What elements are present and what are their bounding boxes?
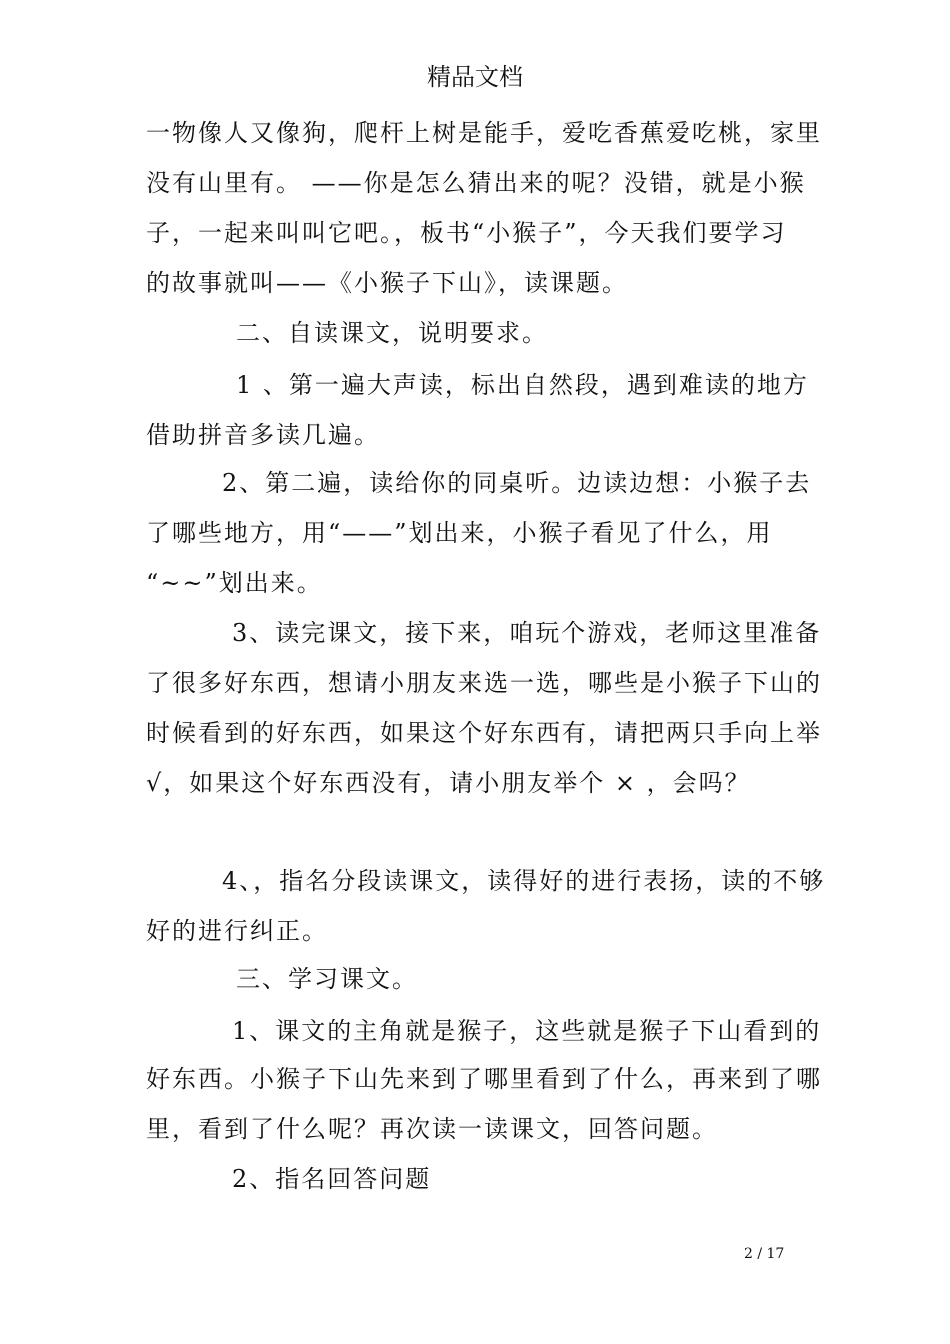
body-line-19: 好东西。小猴子下山先来到了哪里看到了什么，再来到了哪 [146, 1065, 822, 1093]
body-line-20: 里，看到了什么呢？再次读一读课文，回答问题。 [146, 1115, 718, 1143]
section-heading-2: 二、自读课文，说明要求。 [236, 319, 548, 347]
body-line-10: “~~”划出来。 [146, 569, 323, 597]
body-line-3: 子，一起来叫叫它吧。，板书“小猴子”，今天我们要学习 [146, 219, 787, 247]
body-line-21: 2、指名回答问题 [232, 1165, 432, 1193]
body-line-18: 1、课文的主角就是猴子，这些就是猴子下山看到的 [232, 1017, 822, 1045]
body-line-11: 3、读完课文，接下来，咱玩个游戏，老师这里准备 [232, 619, 822, 647]
body-line-14: √，如果这个好东西没有，请小朋友举个 × ，会吗？ [146, 769, 751, 797]
page-header: 精品文档 [427, 63, 523, 91]
section-heading-3: 三、学习课文。 [236, 965, 418, 993]
body-line-16: 好的进行纠正。 [146, 917, 328, 945]
body-line-8: 2、第二遍，读给你的同桌听。边读边想：小猴子去 [222, 469, 812, 497]
body-line-6: 1 、第一遍大声读，标出自然段，遇到难读的地方 [236, 371, 809, 399]
body-line-12: 了很多好东西，想请小朋友来选一选，哪些是小猴子下山的 [146, 669, 822, 697]
body-line-15: 4、，指名分段读课文，读得好的进行表扬，读的不够 [222, 867, 826, 895]
body-line-4: 的故事就叫——《小猴子下山》，读课题。 [146, 269, 628, 297]
body-line-2: 没有山里有。 ——你是怎么猜出来的呢？没错，就是小猴 [146, 169, 806, 197]
body-line-7: 借助拼音多读几遍。 [146, 421, 380, 449]
body-line-9: 了哪些地方，用“——”划出来，小猴子看见了什么，用 [146, 519, 773, 547]
body-line-13: 时候看到的好东西，如果这个好东西有，请把两只手向上举 [146, 719, 822, 747]
page-number: 2 / 17 [744, 1246, 785, 1262]
body-line-1: 一物像人又像狗，爬杆上树是能手，爱吃香蕉爱吃桃，家里 [146, 119, 822, 147]
